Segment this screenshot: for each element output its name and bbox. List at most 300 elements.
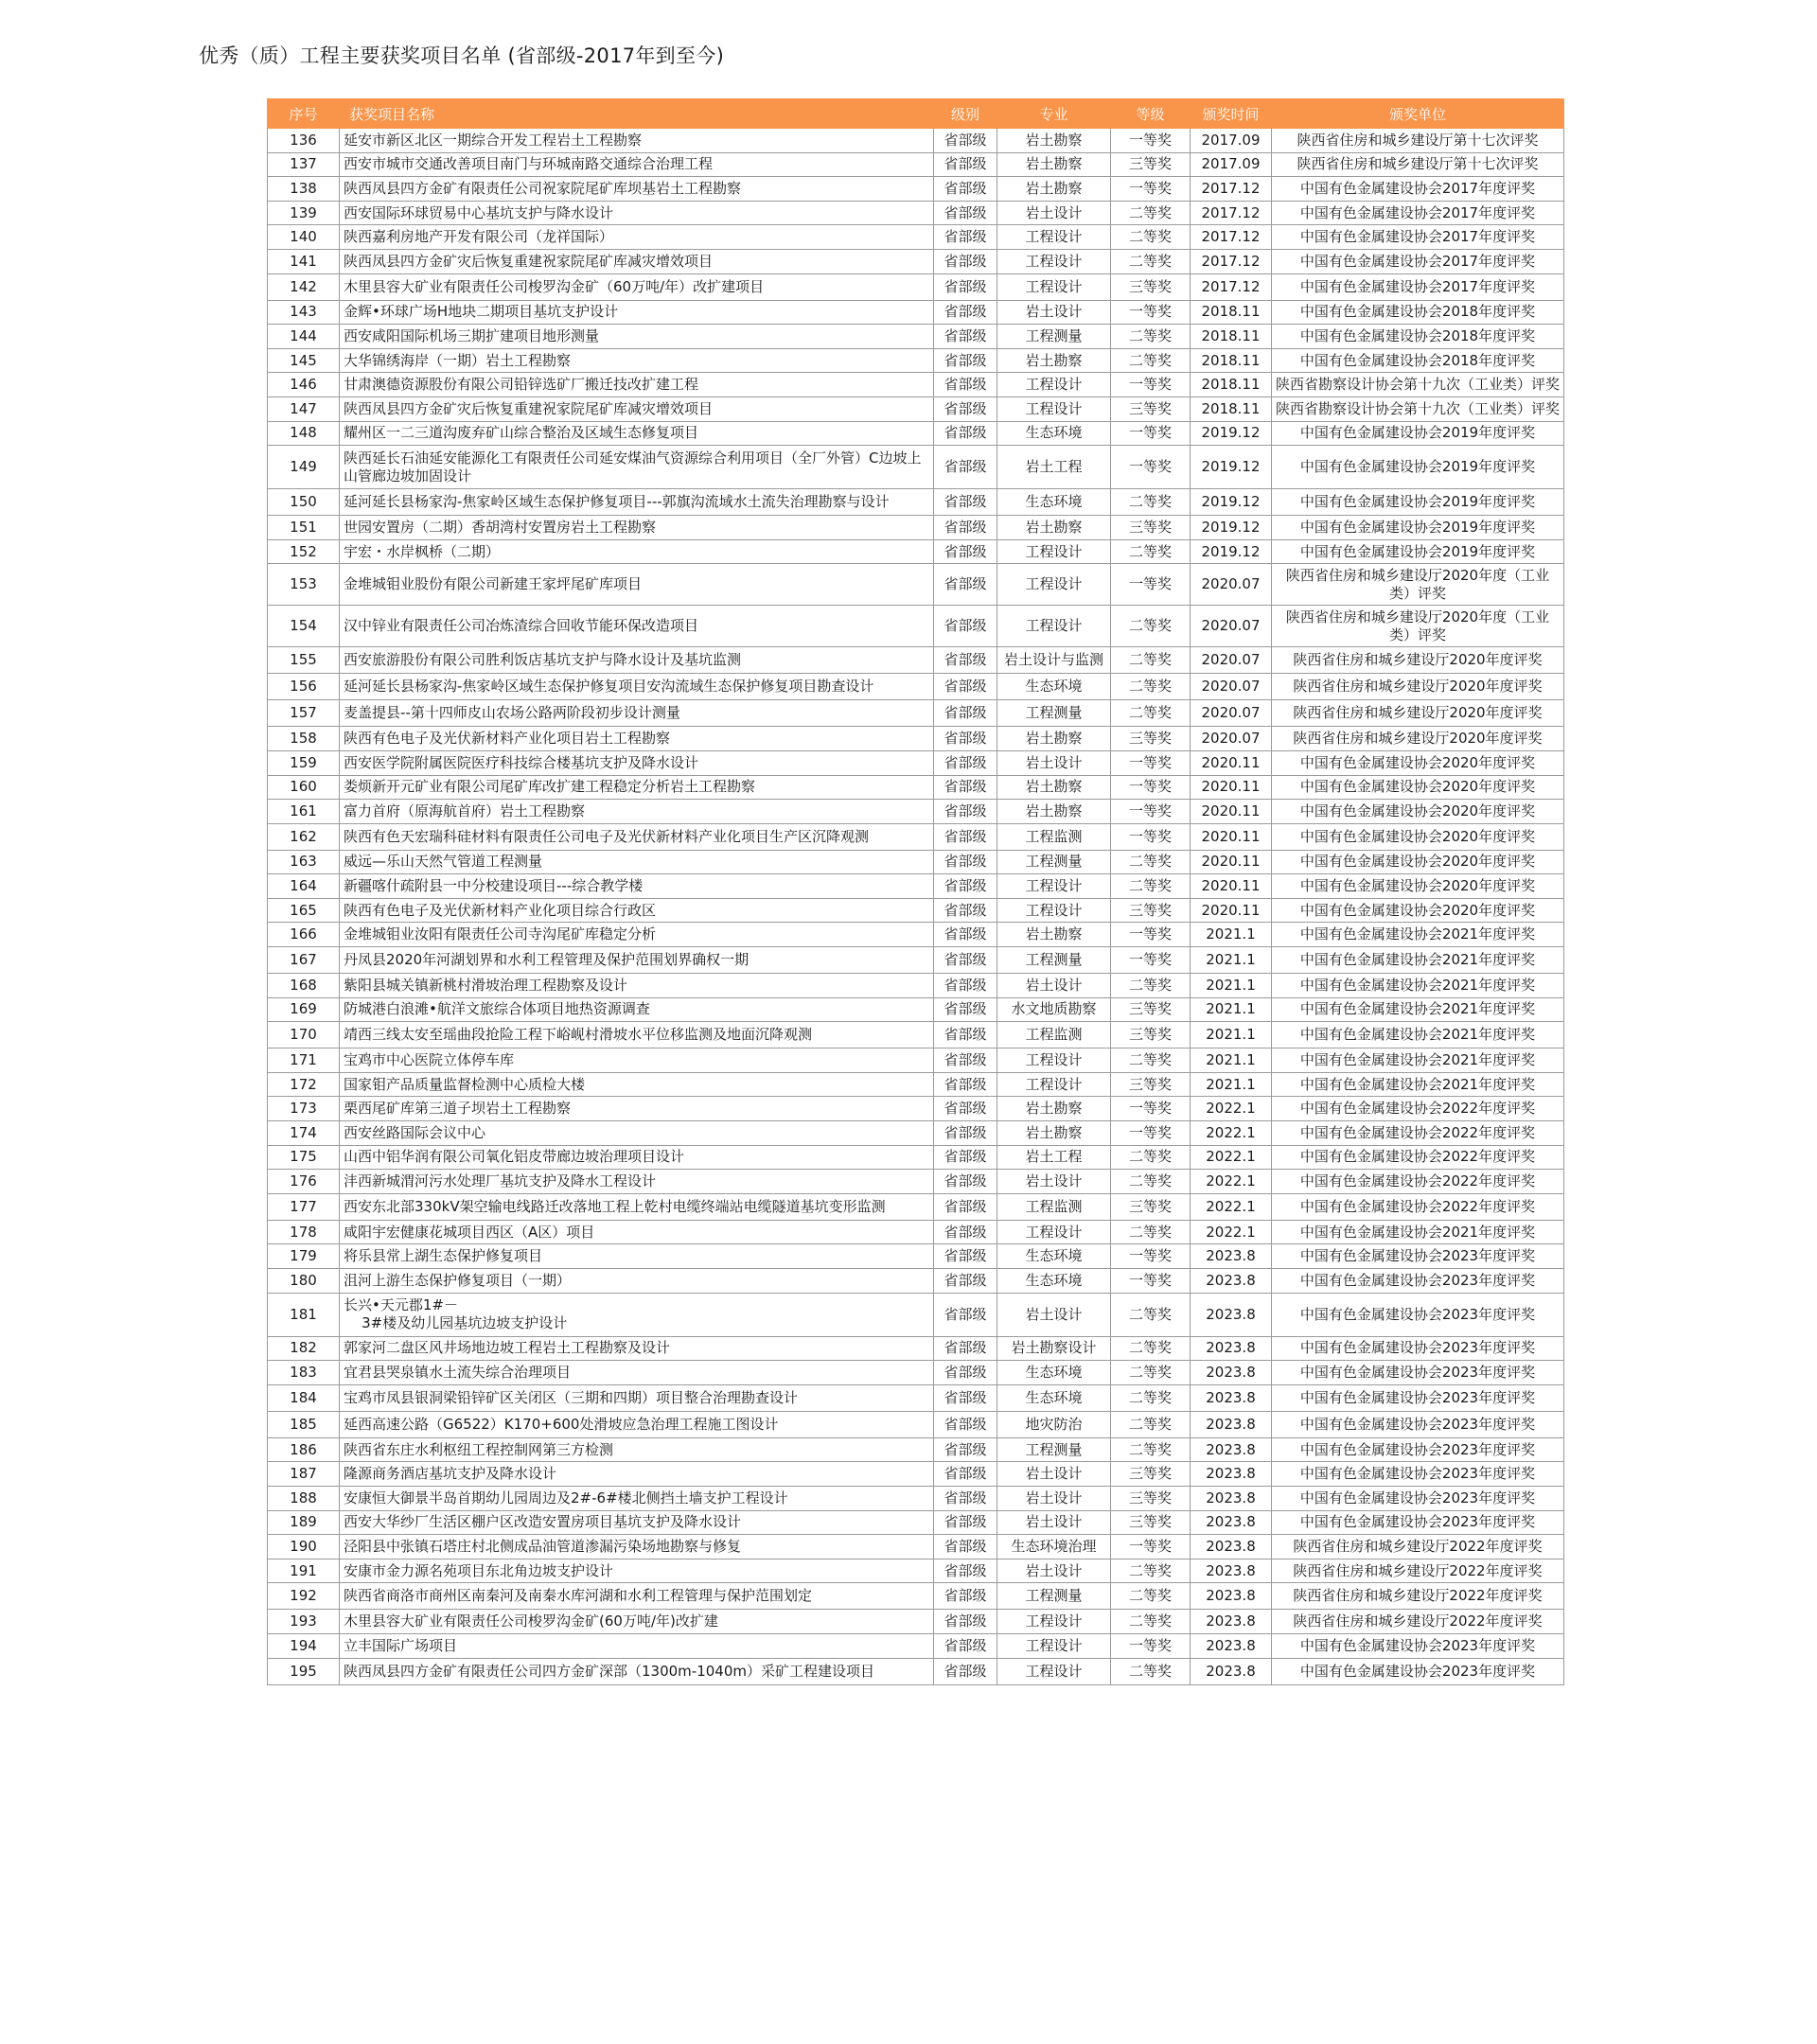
cell-award-date: 2023.8	[1191, 1269, 1272, 1294]
cell-project-name: 汉中锌业有限责任公司冶炼渣综合回收节能环保改造项目	[340, 606, 934, 647]
cell-specialty: 岩土设计	[997, 974, 1111, 998]
cell-grade: 二等奖	[1111, 1361, 1191, 1385]
cell-project-name: 咸阳宇宏健康花城项目西区（A区）项目	[340, 1220, 934, 1244]
cell-index: 184	[268, 1384, 340, 1411]
cell-award-unit: 中国有色金属建设协会2018年度评奖	[1272, 300, 1564, 325]
cell-level: 省部级	[934, 1022, 997, 1048]
table-row	[268, 1486, 1564, 1510]
cell-index: 194	[268, 1633, 340, 1658]
cell-specialty: 生态环境	[997, 421, 1111, 446]
cell-grade: 一等奖	[1111, 800, 1191, 824]
cell-specialty: 岩土设计	[997, 1486, 1111, 1510]
cell-specialty: 岩土勘察	[997, 516, 1111, 540]
cell-level: 省部级	[934, 1293, 997, 1336]
cell-award-date: 2017.12	[1191, 225, 1272, 250]
header-award-unit: 颁奖单位	[1272, 99, 1564, 129]
cell-level: 省部级	[934, 152, 997, 177]
cell-specialty: 工程设计	[997, 898, 1111, 923]
cell-award-date: 2019.12	[1191, 421, 1272, 446]
cell-grade: 三等奖	[1111, 1072, 1191, 1097]
cell-award-date: 2017.12	[1191, 273, 1272, 300]
cell-level: 省部级	[934, 800, 997, 824]
header-award-date: 颁奖时间	[1191, 99, 1272, 129]
cell-award-date: 2021.1	[1191, 997, 1272, 1022]
cell-award-date: 2021.1	[1191, 974, 1272, 998]
cell-index: 151	[268, 516, 340, 540]
table-row	[268, 539, 1564, 564]
award-table	[267, 98, 1564, 1685]
cell-award-unit: 中国有色金属建设协会2018年度评奖	[1272, 348, 1564, 373]
cell-grade: 三等奖	[1111, 1022, 1191, 1048]
cell-specialty: 生态环境	[997, 1244, 1111, 1269]
cell-award-date: 2017.09	[1191, 152, 1272, 177]
cell-project-name: 将乐县常上湖生态保护修复项目	[340, 1244, 934, 1269]
table-row	[268, 1293, 1564, 1336]
table-row	[268, 1048, 1564, 1073]
cell-specialty: 工程设计	[997, 1220, 1111, 1244]
cell-project-name: 长兴•天元郡1#－ 3#楼及幼儿园基坑边坡支护设计	[340, 1293, 934, 1336]
cell-level: 省部级	[934, 1193, 997, 1220]
cell-index: 192	[268, 1583, 340, 1610]
cell-grade: 一等奖	[1111, 1121, 1191, 1146]
table-row	[268, 1336, 1564, 1361]
cell-project-name: 陕西凤县四方金矿有限责任公司祝家院尾矿库坝基岩土工程勘察	[340, 177, 934, 202]
cell-award-date: 2020.07	[1191, 606, 1272, 647]
table-row	[268, 1361, 1564, 1385]
cell-index: 176	[268, 1170, 340, 1194]
cell-project-name: 西安咸阳国际机场三期扩建项目地形测量	[340, 325, 934, 349]
cell-award-date: 2021.1	[1191, 1022, 1272, 1048]
cell-grade: 一等奖	[1111, 446, 1191, 489]
cell-project-name: 耀州区一二三道沟废弃矿山综合整治及区域生态修复项目	[340, 421, 934, 446]
cell-specialty: 工程设计	[997, 606, 1111, 647]
cell-specialty: 工程设计	[997, 564, 1111, 606]
cell-grade: 二等奖	[1111, 1220, 1191, 1244]
cell-project-name: 延西高速公路（G6522）K170+600处滑坡应急治理工程施工图设计	[340, 1411, 934, 1437]
cell-grade: 一等奖	[1111, 1244, 1191, 1269]
cell-index: 156	[268, 674, 340, 700]
cell-specialty: 岩土设计	[997, 201, 1111, 225]
table-row	[268, 898, 1564, 923]
cell-project-name: 泾阳县中张镇石塔庄村北侧成品油管道渗漏污染场地勘察与修复	[340, 1535, 934, 1559]
cell-grade: 三等奖	[1111, 273, 1191, 300]
cell-project-name: 延河延长县杨家沟-焦家岭区域生态保护修复项目---郭旗沟流域水土流失治理勘察与设计	[340, 489, 934, 516]
cell-grade: 二等奖	[1111, 1384, 1191, 1411]
cell-award-date: 2023.8	[1191, 1486, 1272, 1510]
table-row	[268, 249, 1564, 273]
cell-project-name: 富力首府（原海航首府）岩土工程勘察	[340, 800, 934, 824]
cell-specialty: 岩土勘察	[997, 775, 1111, 800]
cell-grade: 一等奖	[1111, 947, 1191, 974]
header-grade: 等级	[1111, 99, 1191, 129]
cell-award-unit: 中国有色金属建设协会2023年度评奖	[1272, 1336, 1564, 1361]
cell-index: 175	[268, 1145, 340, 1170]
header-project-name: 获奖项目名称	[340, 99, 934, 129]
cell-level: 省部级	[934, 1610, 997, 1634]
cell-award-date: 2019.12	[1191, 489, 1272, 516]
cell-award-unit: 陕西省住房和城乡建设厅2020年度（工业类）评奖	[1272, 564, 1564, 606]
cell-index: 179	[268, 1244, 340, 1269]
cell-grade: 一等奖	[1111, 1535, 1191, 1559]
cell-grade: 二等奖	[1111, 647, 1191, 674]
cell-index: 182	[268, 1336, 340, 1361]
cell-index: 168	[268, 974, 340, 998]
table-row	[268, 1437, 1564, 1462]
cell-level: 省部级	[934, 850, 997, 874]
cell-index: 143	[268, 300, 340, 325]
cell-project-name: 金堆城钼业汝阳有限责任公司寺沟尾矿库稳定分析	[340, 923, 934, 947]
cell-specialty: 岩土设计	[997, 1293, 1111, 1336]
cell-grade: 二等奖	[1111, 606, 1191, 647]
cell-grade: 三等奖	[1111, 1462, 1191, 1487]
table-row	[268, 1633, 1564, 1658]
cell-index: 169	[268, 997, 340, 1022]
cell-award-unit: 陕西省住房和城乡建设厅2022年度评奖	[1272, 1583, 1564, 1610]
cell-project-name: 安康市金力源名苑项目东北角边坡支护设计	[340, 1559, 934, 1583]
cell-index: 189	[268, 1510, 340, 1535]
cell-award-unit: 中国有色金属建设协会2023年度评奖	[1272, 1293, 1564, 1336]
table-row	[268, 874, 1564, 899]
cell-grade: 三等奖	[1111, 516, 1191, 540]
cell-award-date: 2020.11	[1191, 850, 1272, 874]
cell-project-name: 甘肃澳德资源股份有限公司铅锌选矿厂搬迁技改扩建工程	[340, 373, 934, 397]
cell-project-name: 沣西新城渭河污水处理厂基坑支护及降水工程设计	[340, 1170, 934, 1194]
cell-award-date: 2023.8	[1191, 1610, 1272, 1634]
cell-specialty: 岩土勘察	[997, 800, 1111, 824]
cell-index: 173	[268, 1097, 340, 1121]
cell-project-name: 国家钼产品质量监督检测中心质检大楼	[340, 1072, 934, 1097]
cell-award-unit: 陕西省勘察设计协会第十九次（工业类）评奖	[1272, 396, 1564, 421]
cell-specialty: 岩土设计与监测	[997, 647, 1111, 674]
cell-level: 省部级	[934, 997, 997, 1022]
cell-award-unit: 中国有色金属建设协会2020年度评奖	[1272, 874, 1564, 899]
cell-index: 141	[268, 249, 340, 273]
table-row	[268, 775, 1564, 800]
header-index: 序号	[268, 99, 340, 129]
cell-award-date: 2020.07	[1191, 647, 1272, 674]
cell-award-date: 2020.11	[1191, 874, 1272, 899]
cell-level: 省部级	[934, 947, 997, 974]
cell-project-name: 陕西有色天宏瑞科硅材料有限责任公司电子及光伏新材料产业化项目生产区沉降观测	[340, 823, 934, 850]
cell-specialty: 生态环境	[997, 674, 1111, 700]
cell-specialty: 岩土设计	[997, 300, 1111, 325]
cell-index: 177	[268, 1193, 340, 1220]
cell-specialty: 工程测量	[997, 325, 1111, 349]
table-row	[268, 800, 1564, 824]
table-row	[268, 1384, 1564, 1411]
cell-award-date: 2023.8	[1191, 1559, 1272, 1583]
cell-index: 187	[268, 1462, 340, 1487]
cell-award-unit: 中国有色金属建设协会2022年度评奖	[1272, 1170, 1564, 1194]
cell-grade: 二等奖	[1111, 1583, 1191, 1610]
cell-project-name: 陕西省东庄水利枢纽工程控制网第三方检测	[340, 1437, 934, 1462]
cell-level: 省部级	[934, 325, 997, 349]
cell-index: 186	[268, 1437, 340, 1462]
table-row	[268, 823, 1564, 850]
cell-grade: 一等奖	[1111, 1633, 1191, 1658]
cell-index: 147	[268, 396, 340, 421]
cell-level: 省部级	[934, 539, 997, 564]
cell-index: 167	[268, 947, 340, 974]
cell-specialty: 岩土勘察	[997, 129, 1111, 153]
cell-level: 省部级	[934, 1244, 997, 1269]
cell-index: 183	[268, 1361, 340, 1385]
cell-grade: 三等奖	[1111, 396, 1191, 421]
table-row	[268, 606, 1564, 647]
table-row	[268, 1121, 1564, 1146]
cell-award-date: 2019.12	[1191, 539, 1272, 564]
cell-award-date: 2021.1	[1191, 947, 1272, 974]
table-row	[268, 923, 1564, 947]
cell-grade: 二等奖	[1111, 700, 1191, 727]
table-row	[268, 152, 1564, 177]
cell-project-name: 郭家河二盘区风井场地边坡工程岩土工程勘察及设计	[340, 1336, 934, 1361]
cell-grade: 二等奖	[1111, 348, 1191, 373]
cell-award-unit: 陕西省勘察设计协会第十九次（工业类）评奖	[1272, 373, 1564, 397]
cell-award-date: 2021.1	[1191, 1072, 1272, 1097]
cell-project-name: 防城港白浪滩•航洋文旅综合体项目地热资源调查	[340, 997, 934, 1022]
cell-specialty: 工程设计	[997, 249, 1111, 273]
cell-project-name: 宝鸡市中心医院立体停车库	[340, 1048, 934, 1073]
cell-project-name: 安康恒大御景半岛首期幼儿园周边及2#-6#楼北侧挡土墙支护工程设计	[340, 1486, 934, 1510]
cell-project-name: 西安市城市交通改善项目南门与环城南路交通综合治理工程	[340, 152, 934, 177]
cell-award-unit: 中国有色金属建设协会2020年度评奖	[1272, 775, 1564, 800]
table-row	[268, 1097, 1564, 1121]
cell-specialty: 岩土勘察	[997, 348, 1111, 373]
cell-award-unit: 中国有色金属建设协会2019年度评奖	[1272, 489, 1564, 516]
cell-index: 188	[268, 1486, 340, 1510]
cell-level: 省部级	[934, 1121, 997, 1146]
cell-level: 省部级	[934, 373, 997, 397]
cell-grade: 一等奖	[1111, 823, 1191, 850]
cell-level: 省部级	[934, 1269, 997, 1294]
cell-level: 省部级	[934, 750, 997, 775]
cell-index: 158	[268, 727, 340, 751]
cell-specialty: 岩土工程	[997, 446, 1111, 489]
cell-level: 省部级	[934, 348, 997, 373]
cell-award-unit: 中国有色金属建设协会2021年度评奖	[1272, 997, 1564, 1022]
cell-award-unit: 中国有色金属建设协会2020年度评奖	[1272, 750, 1564, 775]
cell-grade: 二等奖	[1111, 201, 1191, 225]
page-title: 优秀（质）工程主要获奖项目名单 (省部级-2017年到至今)	[199, 44, 725, 67]
cell-grade: 二等奖	[1111, 1293, 1191, 1336]
cell-award-unit: 中国有色金属建设协会2017年度评奖	[1272, 201, 1564, 225]
cell-project-name: 宜君县哭泉镇水土流失综合治理项目	[340, 1361, 934, 1385]
table-row	[268, 1462, 1564, 1487]
cell-grade: 二等奖	[1111, 1658, 1191, 1684]
cell-grade: 二等奖	[1111, 489, 1191, 516]
cell-level: 省部级	[934, 249, 997, 273]
cell-specialty: 岩土勘察	[997, 727, 1111, 751]
cell-level: 省部级	[934, 1658, 997, 1684]
cell-grade: 一等奖	[1111, 1097, 1191, 1121]
cell-award-date: 2018.11	[1191, 348, 1272, 373]
cell-award-unit: 中国有色金属建设协会2023年度评奖	[1272, 1658, 1564, 1684]
cell-index: 185	[268, 1411, 340, 1437]
cell-index: 161	[268, 800, 340, 824]
cell-award-date: 2023.8	[1191, 1583, 1272, 1610]
cell-award-date: 2023.8	[1191, 1361, 1272, 1385]
cell-project-name: 西安大华纱厂生活区棚户区改造安置房项目基坑支护及降水设计	[340, 1510, 934, 1535]
cell-award-date: 2023.8	[1191, 1411, 1272, 1437]
cell-index: 153	[268, 564, 340, 606]
cell-project-name: 丹凤县2020年河湖划界和水利工程管理及保护范围划界确权一期	[340, 947, 934, 974]
cell-specialty: 生态环境治理	[997, 1535, 1111, 1559]
cell-index: 139	[268, 201, 340, 225]
cell-level: 省部级	[934, 1583, 997, 1610]
cell-project-name: 山西中铝华润有限公司氧化铝皮带廊边坡治理项目设计	[340, 1145, 934, 1170]
cell-award-unit: 中国有色金属建设协会2023年度评奖	[1272, 1633, 1564, 1658]
cell-level: 省部级	[934, 1535, 997, 1559]
cell-grade: 三等奖	[1111, 1193, 1191, 1220]
cell-level: 省部级	[934, 273, 997, 300]
cell-award-date: 2021.1	[1191, 923, 1272, 947]
table-row	[268, 564, 1564, 606]
cell-specialty: 岩土设计	[997, 1510, 1111, 1535]
cell-level: 省部级	[934, 1097, 997, 1121]
cell-award-unit: 中国有色金属建设协会2023年度评奖	[1272, 1510, 1564, 1535]
cell-level: 省部级	[934, 647, 997, 674]
cell-award-date: 2020.11	[1191, 898, 1272, 923]
cell-grade: 二等奖	[1111, 974, 1191, 998]
table-row	[268, 1145, 1564, 1170]
cell-award-date: 2021.1	[1191, 1048, 1272, 1073]
cell-award-unit: 中国有色金属建设协会2022年度评奖	[1272, 1097, 1564, 1121]
cell-specialty: 工程监测	[997, 1193, 1111, 1220]
cell-award-date: 2017.12	[1191, 249, 1272, 273]
cell-award-date: 2018.11	[1191, 300, 1272, 325]
cell-award-date: 2023.8	[1191, 1510, 1272, 1535]
cell-award-unit: 中国有色金属建设协会2019年度评奖	[1272, 421, 1564, 446]
cell-grade: 三等奖	[1111, 727, 1191, 751]
table-row	[268, 348, 1564, 373]
cell-specialty: 岩土勘察	[997, 152, 1111, 177]
cell-index: 144	[268, 325, 340, 349]
cell-grade: 二等奖	[1111, 225, 1191, 250]
cell-level: 省部级	[934, 421, 997, 446]
cell-project-name: 世园安置房（二期）香胡湾村安置房岩土工程勘察	[340, 516, 934, 540]
cell-award-date: 2018.11	[1191, 325, 1272, 349]
cell-award-unit: 中国有色金属建设协会2020年度评奖	[1272, 898, 1564, 923]
cell-project-name: 西安东北部330kV架空输电线路迁改落地工程上乾村电缆终端站电缆隧道基坑变形监测	[340, 1193, 934, 1220]
cell-award-date: 2022.1	[1191, 1193, 1272, 1220]
cell-project-name: 西安旅游股份有限公司胜利饭店基坑支护与降水设计及基坑监测	[340, 647, 934, 674]
cell-grade: 二等奖	[1111, 1336, 1191, 1361]
cell-specialty: 工程设计	[997, 1610, 1111, 1634]
cell-level: 省部级	[934, 1361, 997, 1385]
cell-specialty: 岩土勘察设计	[997, 1336, 1111, 1361]
cell-award-date: 2023.8	[1191, 1244, 1272, 1269]
cell-specialty: 工程设计	[997, 1072, 1111, 1097]
table-row	[268, 1244, 1564, 1269]
cell-specialty: 工程设计	[997, 1048, 1111, 1073]
table-row	[268, 396, 1564, 421]
cell-index: 146	[268, 373, 340, 397]
cell-level: 省部级	[934, 1170, 997, 1194]
cell-award-date: 2023.8	[1191, 1293, 1272, 1336]
cell-award-unit: 中国有色金属建设协会2021年度评奖	[1272, 974, 1564, 998]
cell-award-date: 2023.8	[1191, 1633, 1272, 1658]
cell-project-name: 西安丝路国际会议中心	[340, 1121, 934, 1146]
cell-project-name: 新疆喀什疏附县一中分校建设项目---综合教学楼	[340, 874, 934, 899]
table-row	[268, 489, 1564, 516]
table-row	[268, 373, 1564, 397]
cell-specialty: 工程监测	[997, 1022, 1111, 1048]
cell-specialty: 工程设计	[997, 273, 1111, 300]
table-row	[268, 1658, 1564, 1684]
cell-award-unit: 中国有色金属建设协会2017年度评奖	[1272, 225, 1564, 250]
cell-level: 省部级	[934, 1437, 997, 1462]
cell-award-unit: 中国有色金属建设协会2021年度评奖	[1272, 923, 1564, 947]
cell-grade: 二等奖	[1111, 1145, 1191, 1170]
cell-award-unit: 中国有色金属建设协会2022年度评奖	[1272, 1193, 1564, 1220]
cell-project-name: 西安医学院附属医院医疗科技综合楼基坑支护及降水设计	[340, 750, 934, 775]
cell-award-date: 2023.8	[1191, 1535, 1272, 1559]
table-row	[268, 516, 1564, 540]
cell-index: 164	[268, 874, 340, 899]
table-row	[268, 997, 1564, 1022]
cell-project-name: 靖西三线太安至瑶曲段抢险工程下峪岘村滑坡水平位移监测及地面沉降观测	[340, 1022, 934, 1048]
cell-level: 省部级	[934, 177, 997, 202]
cell-specialty: 生态环境	[997, 1269, 1111, 1294]
cell-index: 174	[268, 1121, 340, 1146]
cell-grade: 二等奖	[1111, 539, 1191, 564]
cell-level: 省部级	[934, 201, 997, 225]
cell-award-unit: 中国有色金属建设协会2020年度评奖	[1272, 823, 1564, 850]
table-row	[268, 1170, 1564, 1194]
cell-project-name: 陕西凤县四方金矿有限责任公司四方金矿深部（1300m-1040m）采矿工程建设项目	[340, 1658, 934, 1684]
table-row	[268, 1510, 1564, 1535]
cell-level: 省部级	[934, 300, 997, 325]
cell-index: 160	[268, 775, 340, 800]
cell-project-name: 隆源商务酒店基坑支护及降水设计	[340, 1462, 934, 1487]
table-row	[268, 325, 1564, 349]
cell-index: 149	[268, 446, 340, 489]
cell-award-date: 2020.07	[1191, 564, 1272, 606]
table-row	[268, 201, 1564, 225]
cell-award-unit: 中国有色金属建设协会2023年度评奖	[1272, 1486, 1564, 1510]
cell-award-date: 2023.8	[1191, 1658, 1272, 1684]
cell-project-name: 陕西嘉利房地产开发有限公司（龙祥国际）	[340, 225, 934, 250]
cell-specialty: 工程监测	[997, 823, 1111, 850]
cell-index: 162	[268, 823, 340, 850]
cell-specialty: 岩土勘察	[997, 1097, 1111, 1121]
cell-project-name: 木里县容大矿业有限责任公司梭罗沟金矿(60万吨/年)改扩建	[340, 1610, 934, 1634]
cell-level: 省部级	[934, 1384, 997, 1411]
cell-level: 省部级	[934, 674, 997, 700]
cell-project-name: 金辉•环球广场H地块二期项目基坑支护设计	[340, 300, 934, 325]
cell-level: 省部级	[934, 516, 997, 540]
cell-award-unit: 陕西省住房和城乡建设厅2020年度评奖	[1272, 674, 1564, 700]
cell-level: 省部级	[934, 1336, 997, 1361]
cell-level: 省部级	[934, 823, 997, 850]
table-row	[268, 1583, 1564, 1610]
cell-index: 140	[268, 225, 340, 250]
cell-award-unit: 陕西省住房和城乡建设厅2020年度（工业类）评奖	[1272, 606, 1564, 647]
cell-project-name: 延安市新区北区一期综合开发工程岩土工程勘察	[340, 129, 934, 153]
cell-index: 136	[268, 129, 340, 153]
cell-award-unit: 中国有色金属建设协会2019年度评奖	[1272, 539, 1564, 564]
cell-grade: 三等奖	[1111, 898, 1191, 923]
cell-award-unit: 中国有色金属建设协会2021年度评奖	[1272, 1220, 1564, 1244]
table-row	[268, 273, 1564, 300]
cell-specialty: 岩土设计	[997, 1170, 1111, 1194]
cell-project-name: 栗西尾矿库第三道子坝岩土工程勘察	[340, 1097, 934, 1121]
cell-award-date: 2017.12	[1191, 201, 1272, 225]
cell-index: 178	[268, 1220, 340, 1244]
cell-index: 152	[268, 539, 340, 564]
cell-award-date: 2022.1	[1191, 1145, 1272, 1170]
